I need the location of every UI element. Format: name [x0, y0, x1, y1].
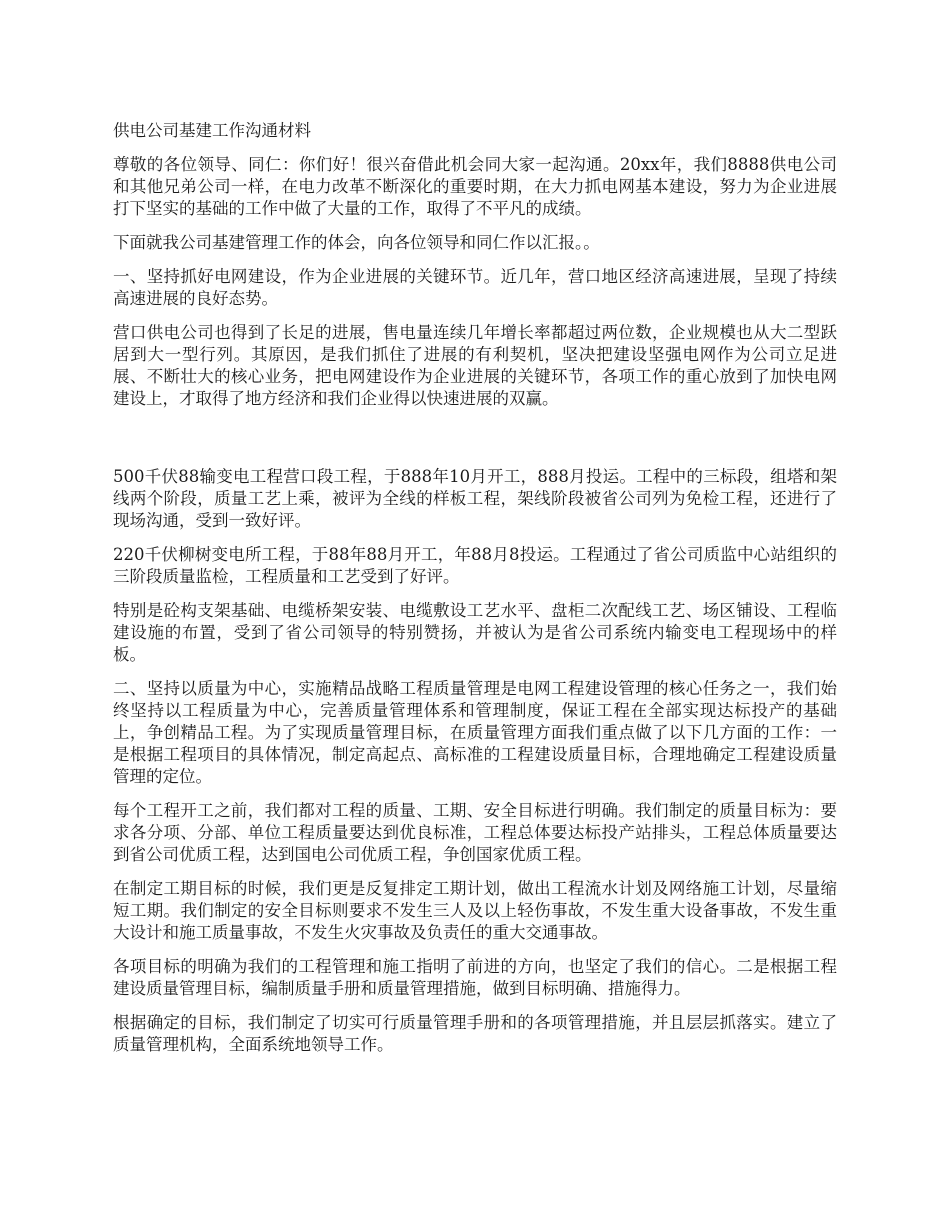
document-body	[113, 120, 837, 1068]
paragraph-growth: 营口供电公司也得到了长足的进展，售电量连续几年增长率都超过两位数，企业规模也从大二型跃居到大一型行列。其原因，是我们抓住了进展的有利契机，坚决把建设坚强电网作为公司立足进展、不断壮大的核心业务，把电网建设作为企业进展的关键环节，各项工作的重心放到了加快电网建设上，才取得了地方经济和我们企业得以快速进展的双赢。	[113, 323, 837, 408]
document-title: 供电公司基建工作沟通材料	[113, 121, 311, 140]
paragraph-manual: 根据确定的目标，我们制定了切实可行质量管理手册和的各项管理措施，并且层层抓落实。建立了质量管理机构，全面系统地领导工作。	[113, 1013, 837, 1054]
paragraph-quality-targets: 每个工程开工之前，我们都对工程的质量、工期、安全目标进行明确。我们制定的质量目标为：要求各分项、分部、单位工程质量要达到优良标准，工程总体要达标投产站排头，工程总体质量要达到省公司优质工程，达到国电公司优质工程，争创国家优质工程。	[113, 801, 837, 864]
paragraph-greeting: 尊敬的各位领导、同仁：你们好！很兴奋借此机会同大家一起沟通。20xx年，我们8888供电公司和其他兄弟公司一样，在电力改革不断深化的重要时期，在大力抓电网基本建设，努力为企业进展打下坚实的基础的工作中做了大量的工作，取得了不平凡的成绩。	[113, 155, 837, 218]
paragraph-500kv-project: 500千伏88输变电工程营口段工程，于888年10月开工，888月投运。工程中的三标段，组塔和架线两个阶段，质量工艺上乘，被评为全线的样板工程，架线阶段被省公司列为免检工程，还进行了现场沟通，受到一致好评。	[113, 467, 837, 530]
paragraph-220kv-project: 220千伏柳树变电所工程，于88年88月开工，年88月8投运。工程通过了省公司质监中心站组织的三阶段质量监检，工程质量和工艺受到了好评。	[113, 545, 837, 586]
paragraph-direction: 各项目标的明确为我们的工程管理和施工指明了前进的方向，也坚定了我们的信心。二是根据工程建设质量管理目标，编制质量手册和质量管理措施，做到目标明确、措施得力。	[113, 957, 837, 998]
paragraph-praise: 特别是砼构支架基础、电缆桥架安装、电缆敷设工艺水平、盘柜二次配线工艺、场区铺设、工程临建设施的布置，受到了省公司领导的特别赞扬，并被认为是省公司系统内输变电工程现场中的样板。	[113, 601, 837, 664]
paragraph-intro: 下面就我公司基建管理工作的体会，向各位领导和同仁作以汇报。。	[113, 233, 600, 252]
paragraph-section-two: 二、坚持以质量为中心，实施精品战略工程质量管理是电网工程建设管理的核心任务之一，我们始终坚持以工程质量为中心，完善质量管理体系和管理制度，保证工程在全部实现达标投产的基础上，争创精品工程。为了实现质量管理目标，在质量管理方面我们重点做了以下几方面的工作：一是根据工程项目的具体情况，制定高起点、高标准的工程建设质量目标，合理地确定工程建设质量管理的定位。	[113, 679, 837, 786]
paragraph-section-one: 一、坚持抓好电网建设，作为企业进展的关键环节。近几年，营口地区经济高速进展，呈现了持续高速进展的良好态势。	[113, 267, 837, 308]
paragraph-schedule-safety: 在制定工期目标的时候，我们更是反复排定工期计划，做出工程流水计划及网络施工计划，尽量缩短工期。我们制定的安全目标则要求不发生三人及以上轻伤事故，不发生重大设备事故，不发生重大设计和施工质量事故，不发生火灾事故及负责任的重大交通事故。	[113, 879, 837, 942]
